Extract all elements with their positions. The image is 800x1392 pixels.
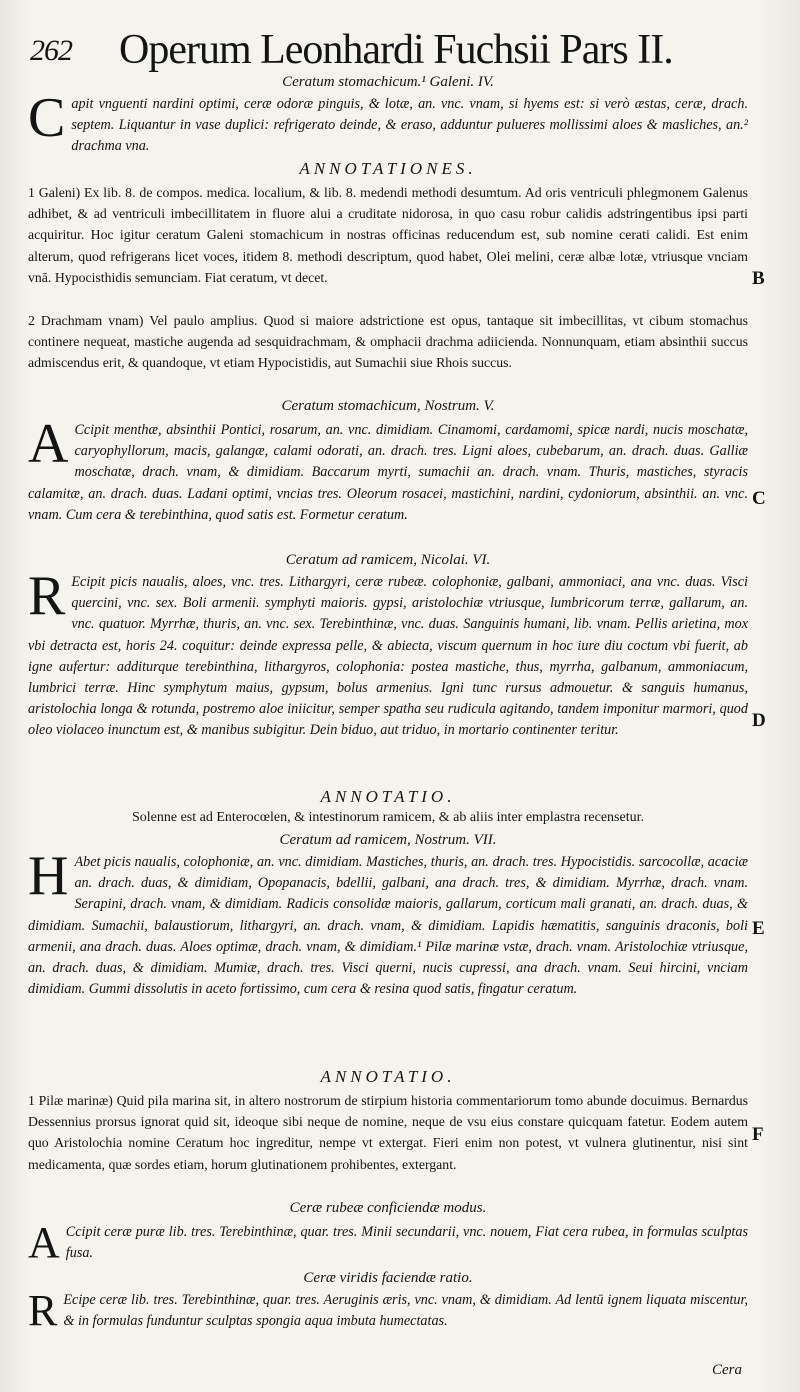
recipe-text: Ecipit picis naualis, aloes, vnc. tres. Lithargyri, ceræ rubeæ. colophoniæ, galbani, ammoniaci, ana vnc. duas. Visci quercini, vnc. sex. Boli armenii. symphyti maioris. gypsi, aristolochiæ vtriusque, lumbricorum terræ, gallarum, an. vnc. quatuor. Myrrhæ, thuris, an. vnc. sex. Terebinthinæ, vnc. duas. Sanguinis humani, lib. vnam. Pellis arietina, mox vbi detracta est, horis 24. coquitur: deinde expressa pelle, & abiecta, viscum quernum in hoc iure diu coctum vbi fuerit, ab igne aufertur: additurque terebinthina, lithargyros, colophonia: postea mastiche, thus, myrrha, galbanum, ammoniacum, lumbrici terræ. Hinc symphytum maius, gypsum, bolus armenius. Igni tunc rursus admouetur. & sanguis humanus, aristolochia longa & rotunda, postremo aloe iniicitur, semper spatha seu rudicula agitando, tandem imponitur marmori, quod oleo violaceo inunctum est, & manibus subigitur. Dein biduo, aut triduo, in mortario continenter teritur. — [28, 574, 748, 739]
recipe-paragraph — [28, 94, 748, 158]
recipe-text: Ccipit menthæ, absinthii Pontici, rosarum, an. vnc. dimidiam. Cinamomi, cardamomi, spicæ nardi, nucis moschatæ, caryophyllorum, macis, galangæ, calami odorati, an. drach. tres. Ligni aloes, cubebarum, an. drach. duas. Galliæ moschatæ, drach. vnam, & dimidiam. Baccarum myrti, sumachii an. drach. vnam. Thuris, mastiches, styracis calamitæ, an. drach. duas. Ladani optimi, vncias tres. Oleorum rosacei, mastichini, nardini, cydoniorum, absinthii. an. vnc. vnam. Cum cera & terebinthina, quod satis est. Formetur ceratum. — [28, 422, 748, 523]
margin-marker-d: D — [752, 710, 766, 731]
text-column — [28, 72, 748, 1336]
drop-capital: A — [28, 420, 69, 475]
margin-marker-b: B — [752, 268, 765, 289]
page-header — [24, 18, 764, 72]
margin-marker-f: F — [752, 1124, 764, 1145]
recipe-text: Ccipit ceræ puræ lib. tres. Terebinthinæ, quar. tres. Minii secundarii, vnc. nouem, Fiat cera rubea, in formulas sculptas fusa. — [65, 1224, 748, 1262]
recipe-heading: Ceratum ad ramicem, Nicolai. VI. — [285, 552, 491, 568]
recipe-text: Ecipe ceræ lib. tres. Terebinthinæ, quar. tres. Aeruginis æris, vnc. vnam, & dimidiam. Ad lentū ignem liquata miscentur, & in formulas funduntur sculptas spongia aqua imbuta humectatas. — [63, 1292, 748, 1330]
annotation-heading: ANNOTATIO. — [320, 1067, 456, 1086]
annotation-paragraph: 1 Pilæ marinæ) Quid pila marina sit, in altero nostrorum de stirpium historia commentariorum tomo abunde docuimus. Bernardus Dessennius prorsus ignorat quid sit, ideoque sibi neque de nomine, neque de vsu eius constare quicquam fatetur. Eodem autem quo Aristolochia nomine Ceratum hoc ingreditur, nempe vt extergat. Fieri enim non potest, vt vulnera glutinentur, nisi sint medicamenta, quæ sordes etiam, horum glutinationem prohibentes, extergant. — [28, 1093, 748, 1172]
running-title: Operum Leonhardi Fuchsii Pars II. — [119, 27, 673, 73]
recipe-paragraph — [28, 852, 748, 1066]
drop-capital: H — [28, 852, 69, 907]
recipe-text: apit vnguenti nardini optimi, ceræ odoræ pinguis, & lotæ, an. vnc. vnam, si hyems est: si verò æstas, ceræ, drach. septem. Liquantur in vase duplici: refrigerato deinde, & eraso, adduntur pulueres mollissimi aloes & masliches, an.² drachma vna. — [71, 96, 748, 155]
drop-capital: R — [28, 1290, 58, 1335]
recipe-paragraph — [28, 420, 748, 550]
recipe-heading: Ceratum stomachicum.¹ Galeni. IV. — [282, 74, 494, 90]
page-number: 262 — [30, 34, 72, 67]
margin-marker-c: C — [752, 488, 766, 509]
annotation-paragraph: 1 Galeni) Ex lib. 8. de compos. medica. localium, & lib. 8. medendi methodi desumtum. Ad oris ventriculi phlegmonem Galenus adhibet, & ad ventriculi imbecillitatem in fluore alui a cruditate nidorosa, in quo casu robur calidis adstringentibus ipsi parti acquiritur. Hoc igitur ceratum Galeni stomachicum in nostras officinas reducendum est, sub nomine cerati calidi. Est enim alterum, quod refrigerans licet voces, itidem 8. methodi descriptum, quod habet, Olei melini, ceræ albæ lotæ, vtriusque vnciam vnā. Hypocisthidis semunciam. Fiat ceratum, vt decet. — [28, 185, 748, 285]
recipe-heading: Ceratum ad ramicem, Nostrum. VII. — [279, 832, 497, 848]
recipe-text: Abet picis naualis, colophoniæ, an. vnc. dimidiam. Mastiches, thuris, an. drach. tres. Hypocistidis. sarcocollæ, acaciæ an. drach. duas, & dimidiam, Opopanacis, bdellii, galbani, ana drach. tres, & dimidiam. Myrrhæ, drach. vnam. Serapini, drach. vnam, & dimidiam. Radicis consolidæ maioris, gallarum, corticum mali granati, an. drach. duas, & dimidiam. Sumachii, balaustiorum, lithargyri, an. drach. vnam, & dimidiam. Lapidis hæmatitis, sanguinis draconis, boli armenii, ana drach. duas. Aloes optimæ, drach. vnam, & dimidiam.¹ Pilæ marinæ vstæ, drach. vnam. Aristolochiæ vtriusque, an. drach. duas, & dimidiam. Mumiæ, drach. tres. Visci querni, nucis cupressi, ana drach. vnam. Seui hircini, vnciam dimidiam. Gummi dissolutis in aceto fortissimo, cum cera & resina quod satis, fingatur ceratum. — [28, 854, 748, 998]
recipe-heading: Ceratum stomachicum, Nostrum. V. — [281, 398, 495, 414]
drop-capital: C — [28, 94, 66, 149]
annotations-heading: ANNOTATIONES. — [299, 159, 477, 178]
recipe-heading: Ceræ viridis faciendæ ratio. — [303, 1270, 473, 1286]
recipe-paragraph — [28, 572, 748, 786]
annotation-line: Solenne est ad Enterocœlen, & intestinorum ramicem, & ab aliis inter emplastra recensetur. — [131, 810, 644, 825]
recipe-paragraph — [28, 1290, 748, 1336]
catchword: Cera — [712, 1362, 742, 1378]
annotation-paragraph: 2 Drachmam vnam) Vel paulo amplius. Quod si maiore adstrictione est opus, tantaque sit imbecillitas, vt cibum stomachus continere nequeat, mastiche augenda ad sesquidrachmam, & omphacii drachma adiicienda. Nonnunquam, etiam absinthii succus admiscendus erit, & quandoque, vt etiam Hypocistidis, aut Sumachii siue Rhois succus. — [28, 313, 748, 371]
drop-capital: R — [28, 572, 66, 627]
drop-capital: A — [28, 1222, 60, 1267]
annotation-heading: ANNOTATIO. — [320, 787, 456, 806]
margin-marker-e: E — [752, 918, 765, 939]
recipe-heading: Ceræ rubeæ conficiendæ modus. — [289, 1200, 487, 1216]
recipe-paragraph — [28, 1222, 748, 1268]
